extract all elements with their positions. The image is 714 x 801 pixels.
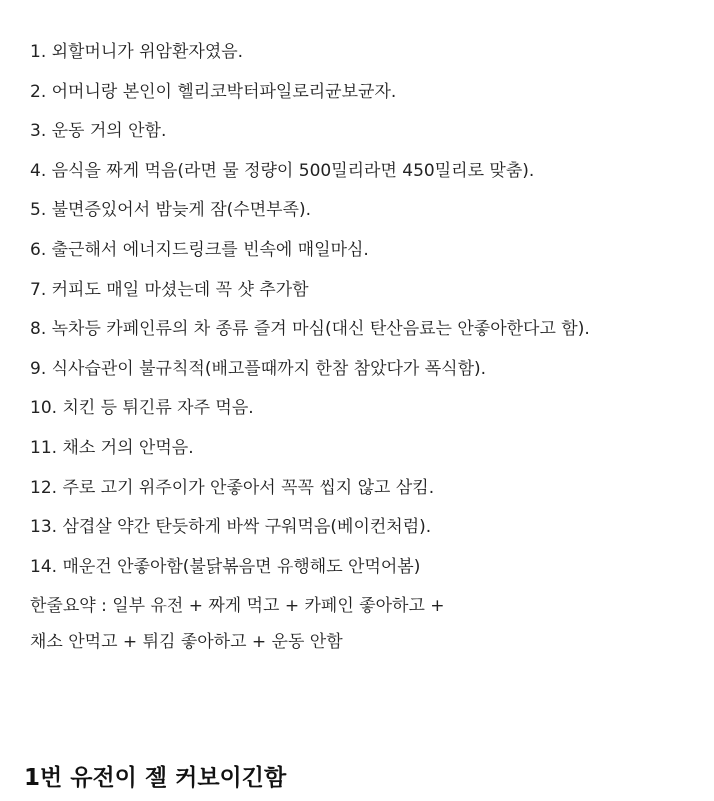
list-item: 13. 삼겹살 약간 탄듯하게 바싹 구워먹음(베이컨처럼). xyxy=(30,517,432,538)
cause-list xyxy=(30,33,590,587)
list-item: 6. 출근해서 에너지드링크를 빈속에 매일마심. xyxy=(30,239,369,260)
list-item: 3. 운동 거의 안함. xyxy=(30,121,167,142)
list-item: 8. 녹차등 카페인류의 차 종류 즐겨 마심(대신 탄산음료는 안좋아한다고 함). xyxy=(30,319,590,340)
list-item: 11. 채소 거의 안먹음. xyxy=(30,437,194,458)
summary-line-2: 채소 안먹고 + 튀김 좋아하고 + 운동 안함 xyxy=(30,632,343,652)
summary-block xyxy=(30,588,445,660)
list-item: 9. 식사습관이 불규칙적(배고플때까지 한참 참았다가 폭식함). xyxy=(30,358,487,379)
list-item: 5. 불면증있어서 밤늦게 잠(수면부족). xyxy=(30,200,312,221)
list-item: 10. 치킨 등 튀긴류 자주 먹음. xyxy=(30,398,254,419)
list-item: 2. 어머니랑 본인이 헬리코박터파일로리균보균자. xyxy=(30,81,397,102)
conclusion-heading: 1번 유전이 젤 커보이긴함 xyxy=(24,765,287,791)
summary-line-1: 한줄요약 : 일부 유전 + 짜게 먹고 + 카페인 좋아하고 + xyxy=(30,596,445,616)
list-item: 14. 매운건 안좋아함(불닭볶음면 유행해도 안먹어봄) xyxy=(30,556,421,577)
list-item: 12. 주로 고기 위주이가 안좋아서 꼭꼭 씹지 않고 삼킴. xyxy=(30,477,435,498)
list-item: 7. 커피도 매일 마셨는데 꼭 샷 추가함 xyxy=(30,279,309,300)
list-item: 4. 음식을 짜게 먹음(라면 물 정량이 500밀리라면 450밀리로 맞춤). xyxy=(30,160,535,181)
list-item: 1. 외할머니가 위암환자였음. xyxy=(30,42,244,62)
